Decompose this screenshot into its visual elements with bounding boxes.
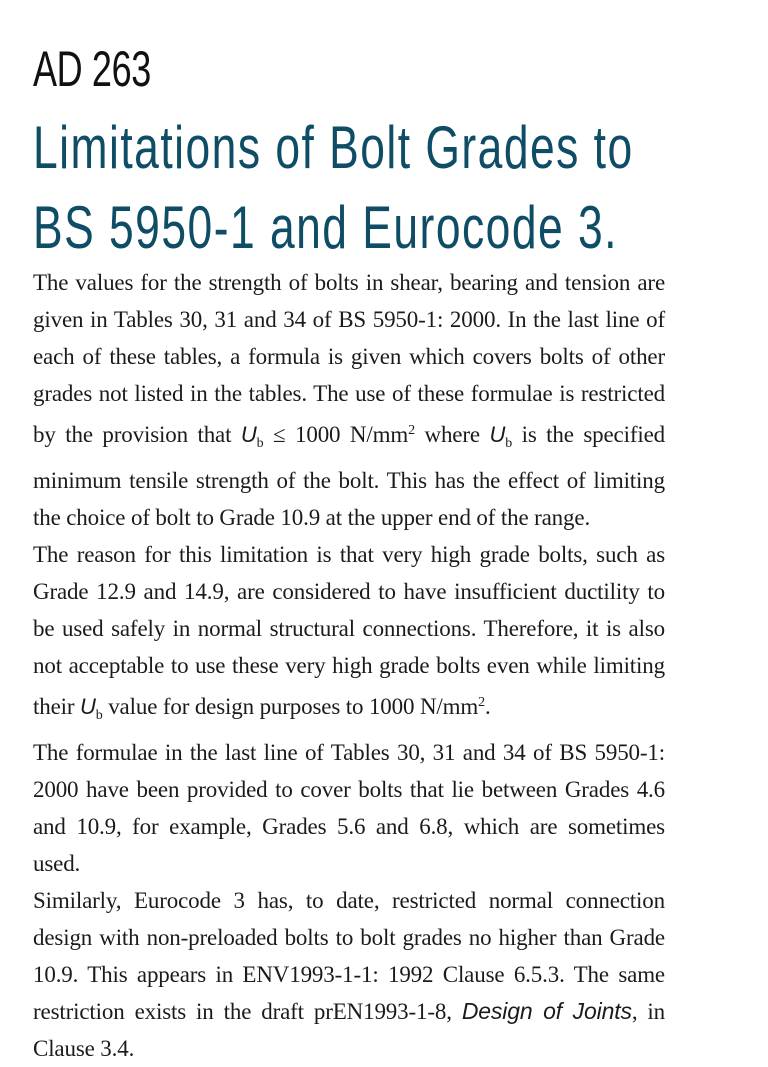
paragraph-4-text-a: Similarly, Eurocode 3 has, to date, restricted normal connection design with non-preloaded bolts to bolt grades no higher than Grade 10.9. This appears in ENV1993-1-1: 1992 Clause 6.5.3. The same restriction exists in the draft prEN1993-1-8, (33, 888, 665, 1024)
paragraph-1 (33, 264, 665, 536)
title-line-1: Limitations of Bolt Grades to (33, 114, 634, 181)
body-text (33, 264, 665, 1067)
paragraph-2-text-a: The reason for this limitation is that very high grade bolts, such as Grade 12.9 and 14.9, are considered to have insufficient ductility to be used safely in normal structural connections. Therefore, it is also not acceptable to use these very high grade bolts even while limiting their (33, 542, 665, 719)
paragraph-4 (33, 882, 665, 1067)
paragraph-2-text-c: . (484, 694, 491, 719)
subscript-b: b (256, 436, 264, 451)
paragraph-1-text-b: ≤ 1000 N/mm (263, 422, 409, 447)
subscript-b: b (505, 436, 513, 451)
symbol-u: U (80, 694, 96, 719)
paragraph-3: The formulae in the last line of Tables 30, 31 and 34 of BS 5950-1: 2000 have been provided to cover bolts that lie between Grades 4.6 and 10.9, for example, Grades 5.6 and 6.8, which are sometimes used. (33, 740, 665, 876)
paragraph-4-text-b: , in Clause 3.4. (33, 999, 665, 1061)
symbol-u: U (240, 422, 257, 447)
design-of-joints-title: Design of Joints (461, 998, 632, 1024)
page-title (33, 108, 699, 268)
document-page (33, 38, 665, 1067)
symbol-u: U (489, 422, 506, 447)
subscript-b: b (95, 708, 103, 723)
paragraph-2-text-b: value for design purposes to 1000 N/mm (102, 694, 479, 719)
paragraph-1-text-a: The values for the strength of bolts in shear, bearing and tension are given in Tables 30, 31 and 34 of BS 5950-1: 2000. In the last line of each of these tables, a formula is given which covers bolts of other grades not listed in the tables. The use of these formulae is restricted by the provision that (33, 270, 665, 447)
superscript-2: 2 (478, 695, 485, 710)
document-code: AD 263 (33, 41, 151, 97)
paragraph-2 (33, 536, 665, 734)
superscript-2: 2 (408, 423, 415, 438)
title-line-2: BS 5950-1 and Eurocode 3. (33, 194, 619, 261)
paragraph-1-text-d: is the specified minimum tensile strength of the bolt. This has the effect of limiting the choice of bolt to Grade 10.9 at the upper end of the range. (33, 422, 665, 530)
paragraph-1-text-c: where (414, 422, 490, 447)
